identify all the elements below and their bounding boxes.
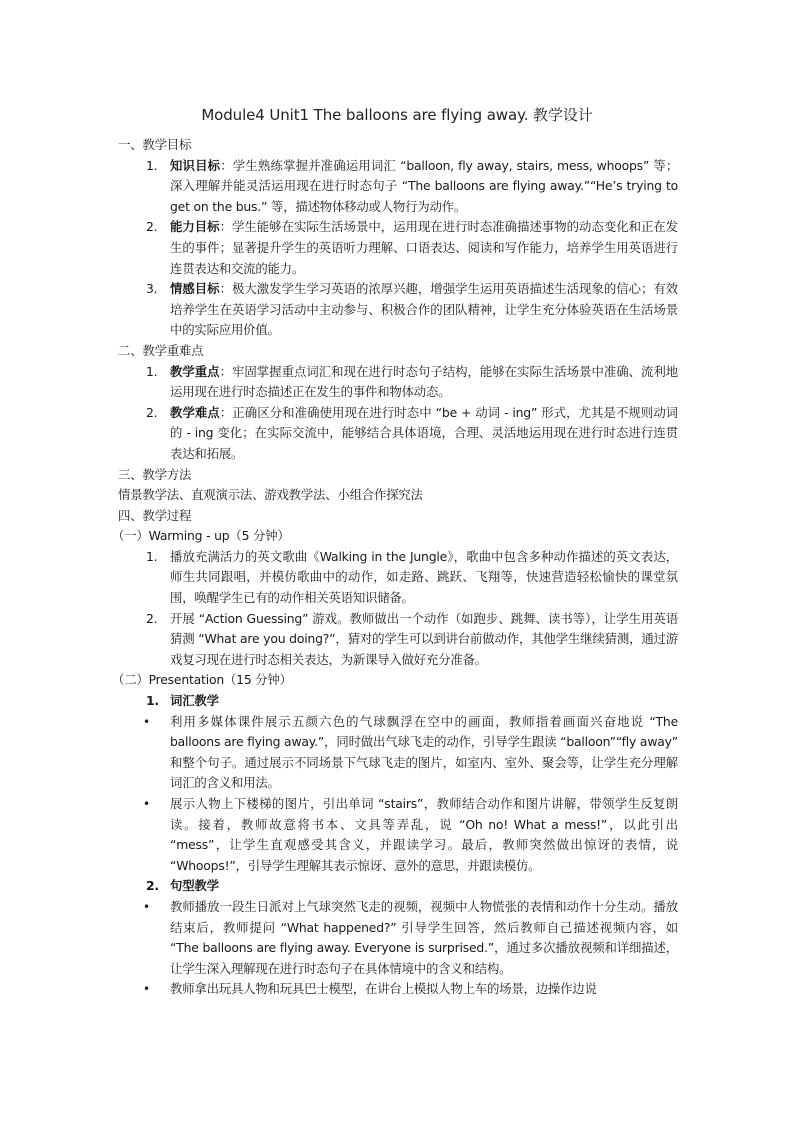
- objective-knowledge: [118, 156, 678, 218]
- document-body: [112, 135, 679, 1000]
- list-number: 2.: [146, 404, 158, 420]
- difficult-point: [118, 403, 678, 465]
- warmup-step: [118, 609, 678, 671]
- item-text: 播放充满活力的英文歌曲《Walking in the Jungle》，歌曲中包含多种动作描述的英文表达，师生共同跟唱，并模仿歌曲中的动作，如走路、跳跃、飞翔等，快速营造轻松愉快的课堂氛围，唤醒学生已有的动作相关英语知识储备。: [170, 548, 678, 606]
- list-item: [118, 794, 678, 876]
- item-text: ：学生熟练掌握并准确运用词汇 “balloon, fly away, stairs, mess, whoops” 等；深入理解并能灵活运用现在进行时态句子 “The balloons are flying away.”“He’s trying to get on the bus.” 等，描述物体移动或人物行为动作。: [170, 157, 679, 214]
- item-label: 能力目标: [170, 219, 220, 235]
- list-number: 1.: [146, 157, 158, 173]
- list-number: 1.: [146, 693, 159, 709]
- list-number: 2.: [146, 878, 159, 894]
- objective-ability: [118, 217, 678, 279]
- sentence-teaching-heading: [118, 876, 678, 897]
- list-number: 3.: [146, 281, 158, 297]
- list-number: 2.: [146, 219, 158, 235]
- section-heading-methods: 三、教学方法: [118, 466, 192, 482]
- document-title: Module4 Unit1 The balloons are flying away. 教学设计: [201, 106, 593, 124]
- item-text: ：牢固掌握重点词汇和现在进行时态句子结构，能够在实际生活场景中准确、流利地运用现在进行时态描述正在发生的事件和物体动态。: [170, 363, 679, 400]
- bullet-icon: •: [143, 899, 150, 914]
- section-heading-key-points: 二、教学重难点: [118, 342, 204, 358]
- subheading-text: 词汇教学: [170, 693, 219, 709]
- vocab-teaching-heading: [118, 691, 678, 712]
- warmup-heading: （一）Warming - up（5 分钟）: [112, 528, 290, 544]
- item-label: 教学重点: [170, 363, 220, 379]
- list-item: [118, 712, 678, 794]
- list-number: 2.: [146, 610, 158, 626]
- list-number: 1.: [146, 363, 158, 379]
- item-text: 开展 “Action Guessing” 游戏。教师做出一个动作（如跑步、跳舞、读书等），让学生用英语猜测 “What are you doing?”，猜对的学生可以到讲台前做动作，其他学生继续猜测，通过游戏复习现在进行时态相关表达，为新课导入做好充分准备。: [170, 610, 678, 667]
- list-number: 1.: [146, 548, 158, 564]
- list-item: [118, 979, 678, 1000]
- section-heading-process: 四、教学过程: [118, 507, 192, 523]
- item-label: 知识目标: [170, 157, 221, 173]
- item-text: ：正确区分和准确使用现在进行时态中 “be + 动词 - ing” 形式，尤其是不规则动词的 - ing 变化；在实际交流中，能够结合具体语境，合理、灵活地运用现在进行时态进行连贯表达和拓展。: [170, 404, 678, 461]
- bullet-icon: •: [143, 714, 150, 729]
- item-text: 展示人物上下楼梯的图片，引出单词 “stairs”，教师结合动作和图片讲解，带领学生反复朗读。接着，教师故意将书本、文具等弄乱，说 “Oh no! What a mess!”，以此引出 “mess”，让学生直观感受其含义，并跟读学习。最后，教师突然做出惊讶的表情，说 “Whoops!”，引导学生理解其表示惊讶、意外的意思，并跟读模仿。: [170, 796, 678, 873]
- objective-emotion: [118, 279, 678, 341]
- item-text: 利用多媒体课件展示五颜六色的气球飘浮在空中的画面，教师指着画面兴奋地说 “The balloons are flying away.”，同时做出气球飞走的动作，引导学生跟读 “balloon”“fly away” 和整个句子。通过展示不同场景下气球飞走的图片，如室内、室外、聚会等，让学生充分理解词汇的含义和用法。: [170, 713, 678, 791]
- warmup-step: [118, 547, 678, 609]
- section-heading-objectives: 一、教学目标: [118, 137, 192, 152]
- item-label: 情感目标: [170, 281, 220, 297]
- item-text: ：学生能够在实际生活场景中，运用现在进行时态准确描述事物的动态变化和正在发生的事件；显著提升学生的英语听力理解、口语表达、阅读和写作能力，培养学生用英语进行连贯表达和交流的能力。: [170, 219, 679, 276]
- methods-text: 情景教学法、直观演示法、游戏教学法、小组合作探究法: [118, 487, 423, 503]
- list-item: [118, 897, 678, 979]
- subheading-text: 句型教学: [170, 878, 219, 894]
- item-text: 教师拿出玩具人物和玩具巴士模型，在讲台上模拟人物上车的场景，边操作边说: [170, 981, 597, 997]
- key-point: [118, 362, 678, 403]
- item-text: ：极大激发学生学习英语的浓厚兴趣，增强学生运用英语描述生活现象的信心；有效培养学生在英语学习活动中主动参与、积极合作的团队精神，让学生充分体验英语在生活场景中的实际应用价值。: [170, 281, 679, 338]
- item-text: 教师播放一段生日派对上气球突然飞走的视频，视频中人物慌张的表情和动作十分生动。播放结束后，教师提问 “What happened?” 引导学生回答，然后教师自己描述视频内容，如 “The balloons are flying away. Everyone is surprised.”，通过多次播放视频和详细描述，让学生深入理解现在进行时态句子在具体情境中的含义和结构。: [170, 898, 678, 976]
- item-label: 教学难点: [170, 404, 220, 420]
- bullet-icon: •: [143, 982, 150, 997]
- bullet-icon: •: [143, 797, 150, 811]
- presentation-heading: （二）Presentation（15 分钟）: [112, 672, 292, 688]
